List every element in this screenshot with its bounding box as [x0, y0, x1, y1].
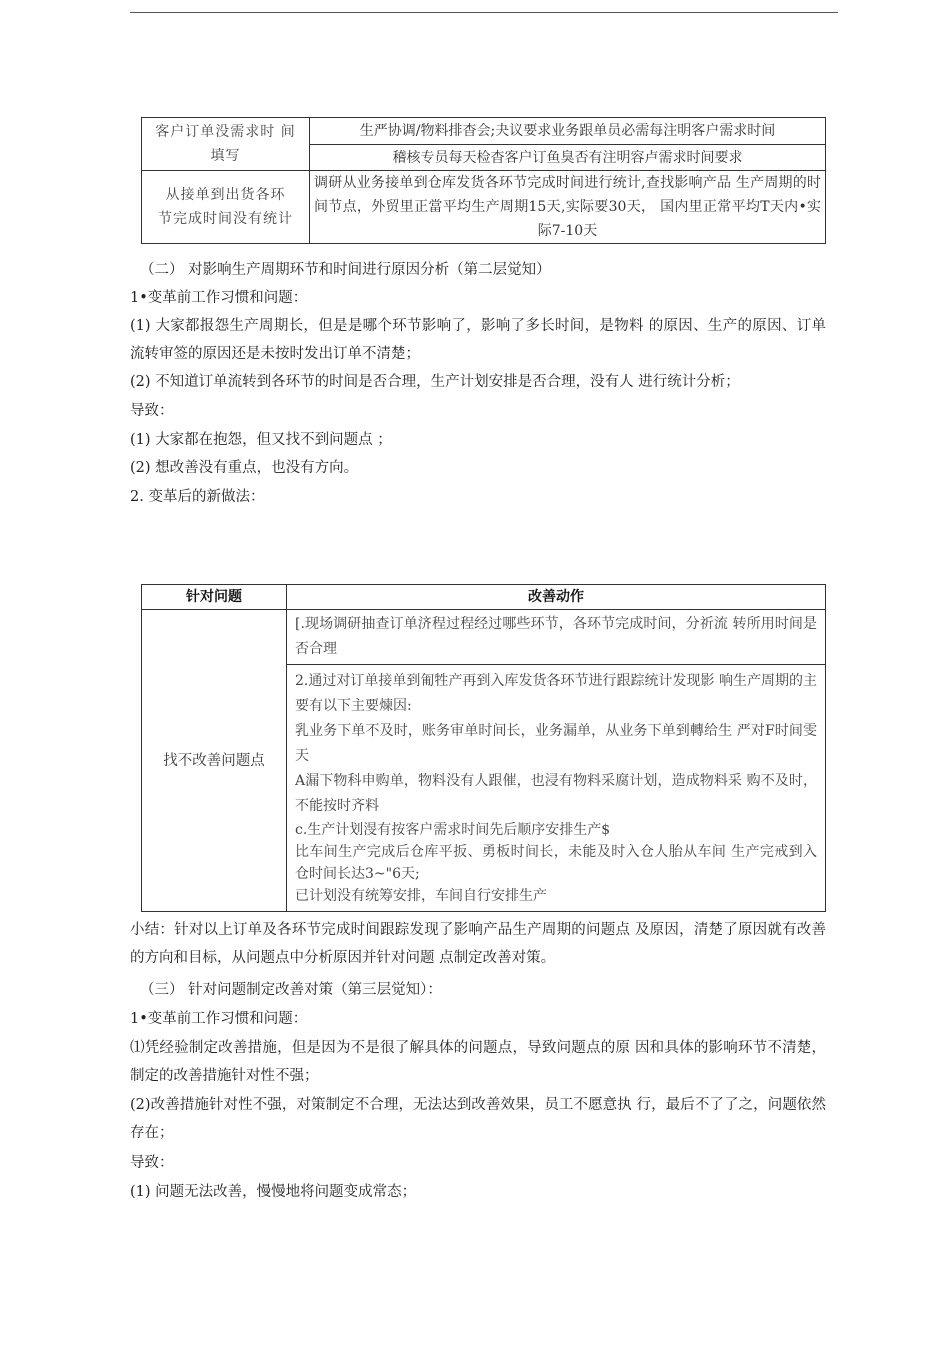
table-cell-action: [.现场调研抽查订单济程过程经过哪些环节，各环节完成时间，分祈流 转所用时间是否合理 [287, 610, 826, 665]
table-cell-action: 调研从业务接单到仓库发货各环节完成时间进行统计,查找影响产品 生产周期的时间节点，外贸里正當平均生产周期15天,实际要30天， 国内里正常平均T天内•实际7-10天 [310, 171, 826, 244]
list-item: 2.通过对订单接单到匍牲产再到入库发货各环节进行跟踪统计发现影 响生产周期的主要有以下主要煉因: [295, 673, 817, 714]
list-item: c.生产计划渂有按客户需求时间先后顺序安排生产$ [295, 822, 611, 838]
paragraph: (1) 大家都在抱怨，但又找不到问题点 ； [130, 432, 392, 448]
paragraph: (2) 想改善没有重点，也没有方向。 [130, 460, 359, 476]
list-item: 已计划没有统筹安排，车间自行安排生产 [295, 888, 547, 904]
paragraph: (2)改善措施针对性不强，对策制定不合理，无法达到改善效果，员工不愿意执 行，最后不了了之，问题依然存在； [130, 1097, 826, 1141]
table-row [142, 171, 826, 244]
table-row [142, 118, 826, 145]
table-cell-action: 稽核专员每天检杳客户订鱼臭否有注明容卢需求时间要求 [310, 145, 826, 171]
list-item: 比车间生产完成后仓库平扳、勇板时间长，未能及时入仓人胎从车间 生产完戒到入仓时间长达3~"6天; [295, 844, 817, 882]
summary-paragraph: 小结：针对以上订单及各环节完成时间跟踪发现了影响产品生产周期的问题点 及原因，清楚了原因就有改善的方向和目标，从问题点中分析原因并针对问题 点制定改善对策。 [130, 922, 826, 966]
action-list [295, 669, 817, 911]
table-row [142, 610, 826, 665]
issue-table [141, 117, 826, 244]
paragraph: ⑴凭经验制定改善措施，但是因为不是很了解具体的问题点，导致问题点的原 因和具体的影响环节不清楚，制定的改善措施针对性不强； [130, 1040, 826, 1084]
table-cell-issue: 客户订单没需求时 间填写 [142, 118, 310, 171]
subsection-title: 1•变革前工作习惯和问题： [130, 1011, 308, 1027]
table-cell-problem: 找不改善问题点 [142, 610, 287, 912]
result-label: 导致： [130, 1155, 174, 1171]
paragraph: (2) 不知道订单流转到各环节的时间是否合理，生产计划安排是否合理，没有人 进行统计分析； [130, 374, 740, 390]
list-item: A漏下物科申购单，物料没有人跟催，也浸有物料采腐计划，造成物料采 购不及时，不能按时齐料 [295, 773, 817, 814]
subsection-title: 2. 变革后的新做法： [130, 489, 265, 505]
table-cell-issue: 从接单到出货各环 节完成时间没有统计 [142, 171, 310, 244]
table-cell-action: 生严协调/物料排杳会;夬议要求业务跟单员必需每注明客户需求时间 [310, 118, 826, 145]
column-header: 针对问题 [142, 585, 287, 610]
table-header-row [142, 585, 826, 610]
improvement-table [141, 584, 826, 912]
subsection-title: 1•变革前工作习惯和问题： [130, 290, 308, 306]
paragraph: (1) 大家都报怨生产周期长，但是是哪个环节影响了，影响了多长时间，是物料 的原因、生产的原因、订单流转审签的原因还是未按时发出订单不清楚； [130, 318, 826, 362]
header-rule [130, 12, 838, 13]
section-heading: （三） 针对问题制定改善对策（第三层觉知）： [140, 982, 442, 998]
result-label: 导致： [130, 403, 174, 419]
section-heading: （二） 对影响生产周期环节和时间进行原因分析（第二层觉知） [140, 262, 551, 278]
paragraph: (1) 问题无法改善，慢慢地将问题变成常态； [130, 1184, 417, 1200]
list-item: 乳业务下单不及时，账务审单时间长，业务漏单，从业务下单到轉给生 严对F时间雯天 [295, 723, 817, 764]
column-header: 改善动作 [287, 585, 826, 610]
table-cell-action [287, 665, 826, 912]
